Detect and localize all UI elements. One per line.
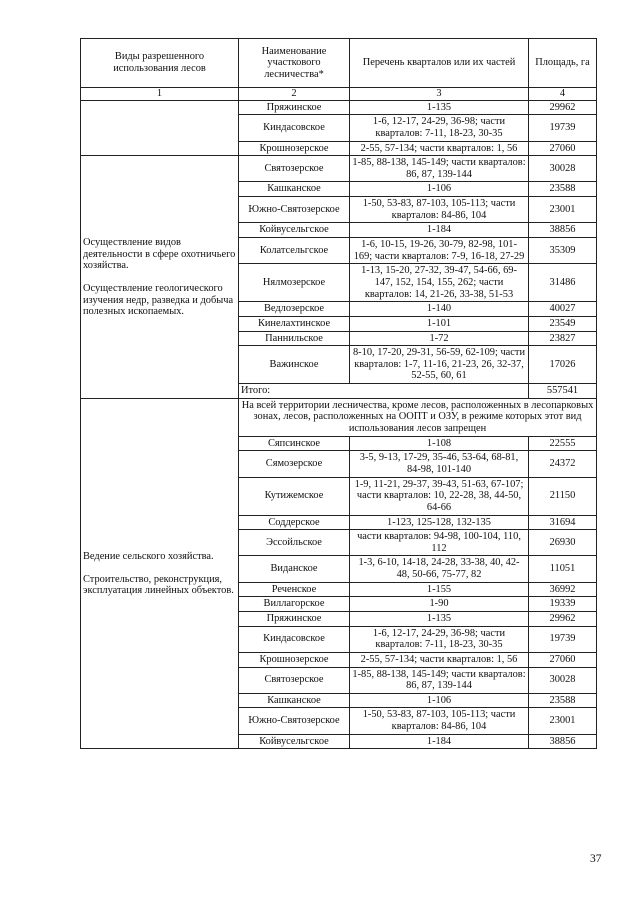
- quarters-list: 1-155: [350, 582, 529, 597]
- forestry-name: Кинелахтинское: [239, 316, 350, 331]
- forestry-name: Пряжинское: [239, 100, 350, 115]
- use-type-text: Осуществление геологического изучения недр, разведка и добыча полезных ископаемых.: [83, 282, 234, 318]
- header-forestry-name: Наименование участкового лесничества*: [239, 39, 350, 88]
- area-value: 19739: [529, 626, 597, 652]
- availability-note: На всей территории лесничества, кроме лесов, расположенных в лесопарковых зонах, лесов, расположенных на ООПТ и ОЗУ, в режиме которых этот вид использования лесов запрещен: [239, 398, 597, 436]
- forestry-name: Нялмозерское: [239, 264, 350, 302]
- forestry-name: Важинское: [239, 346, 350, 384]
- quarters-list: 1-90: [350, 597, 529, 612]
- header-quarters: Перечень кварталов или их частей: [350, 39, 529, 88]
- area-value: 31694: [529, 515, 597, 530]
- area-value: 30028: [529, 667, 597, 693]
- forestry-name: Южно-Святозерское: [239, 708, 350, 734]
- quarters-list: 1-6, 12-17, 24-29, 36-98; части кварталов: 7-11, 18-23, 30-35: [350, 115, 529, 141]
- quarters-list: 1-135: [350, 611, 529, 626]
- area-value: 23588: [529, 693, 597, 708]
- quarters-list: 1-123, 125-128, 132-135: [350, 515, 529, 530]
- area-value: 23827: [529, 331, 597, 346]
- area-value: 27060: [529, 141, 597, 156]
- total-area: 557541: [529, 384, 597, 399]
- use-type-cell: [81, 398, 239, 749]
- use-type-text: Ведение сельского хозяйства.: [83, 551, 214, 563]
- note-row: [81, 398, 597, 436]
- area-value: 23001: [529, 708, 597, 734]
- area-value: 29962: [529, 611, 597, 626]
- quarters-list: 1-3, 6-10, 14-18, 24-28, 33-38, 40, 42-48, 50-66, 75-77, 82: [350, 556, 529, 582]
- quarters-list: 1-85, 88-138, 145-149; части кварталов: 86, 87, 139-144: [350, 667, 529, 693]
- forestry-name: Кашканское: [239, 182, 350, 197]
- quarters-list: 1-106: [350, 182, 529, 197]
- area-value: 35309: [529, 238, 597, 264]
- use-type-text: Осуществление видов деятельности в сфере охотничьего хозяйства.: [83, 237, 236, 272]
- quarters-list: 1-6, 12-17, 24-29, 36-98; части кварталов: 7-11, 18-23, 30-35: [350, 626, 529, 652]
- forestry-name: Виллагорское: [239, 597, 350, 612]
- forest-use-table: [80, 38, 597, 749]
- forestry-name: Реченское: [239, 582, 350, 597]
- area-value: 38856: [529, 223, 597, 238]
- forestry-name: Киндасовское: [239, 626, 350, 652]
- area-value: 23001: [529, 197, 597, 223]
- column-number: 2: [239, 88, 350, 101]
- column-number-row: [81, 88, 597, 101]
- area-value: 40027: [529, 302, 597, 317]
- forestry-name: Ведлозерское: [239, 302, 350, 317]
- quarters-list: 1-108: [350, 436, 529, 451]
- header-area: Площадь, га: [529, 39, 597, 88]
- forestry-name: Южно-Святозерское: [239, 197, 350, 223]
- column-number: 1: [81, 88, 239, 101]
- area-value: 24372: [529, 451, 597, 477]
- quarters-list: части кварталов: 94-98, 100-104, 110, 112: [350, 530, 529, 556]
- forestry-name: Святозерское: [239, 667, 350, 693]
- use-type-text: Строительство, реконструкция, эксплуатация линейных объектов.: [83, 573, 234, 597]
- area-value: 38856: [529, 734, 597, 749]
- column-number: 3: [350, 88, 529, 101]
- quarters-list: 1-135: [350, 100, 529, 115]
- quarters-list: 1-85, 88-138, 145-149; части кварталов: 86, 87, 139-144: [350, 156, 529, 182]
- area-value: 36992: [529, 582, 597, 597]
- quarters-list: 1-6, 10-15, 19-26, 30-79, 82-98, 101-169; части кварталов: 7-9, 16-18, 27-29: [350, 238, 529, 264]
- quarters-list: 1-184: [350, 734, 529, 749]
- forestry-name: Соддерское: [239, 515, 350, 530]
- forestry-name: Виданское: [239, 556, 350, 582]
- area-value: 17026: [529, 346, 597, 384]
- column-number: 4: [529, 88, 597, 101]
- quarters-list: 1-13, 15-20, 27-32, 39-47, 54-66, 69-147, 152, 154, 155, 262; части кварталов: 14, 21-26, 33-38, 51-53: [350, 264, 529, 302]
- area-value: 31486: [529, 264, 597, 302]
- forestry-name: Койвусельгское: [239, 734, 350, 749]
- area-value: 21150: [529, 477, 597, 515]
- header-use-type: Виды разрешенного использования лесов: [81, 39, 239, 88]
- quarters-list: 3-5, 9-13, 17-29, 35-46, 53-64, 68-81, 84-98, 101-140: [350, 451, 529, 477]
- forestry-name: Паннильское: [239, 331, 350, 346]
- area-value: 29962: [529, 100, 597, 115]
- table-header-row: [81, 39, 597, 88]
- area-value: 19339: [529, 597, 597, 612]
- forestry-name: Святозерское: [239, 156, 350, 182]
- forestry-name: Пряжинское: [239, 611, 350, 626]
- area-value: 11051: [529, 556, 597, 582]
- use-type-cell: [81, 156, 239, 399]
- quarters-list: 1-101: [350, 316, 529, 331]
- quarters-list: 1-106: [350, 693, 529, 708]
- total-label: Итого:: [239, 384, 529, 399]
- forestry-name: Кашканское: [239, 693, 350, 708]
- quarters-list: 1-50, 53-83, 87-103, 105-113; части кварталов: 84-86, 104: [350, 708, 529, 734]
- forestry-name: Сяпсинское: [239, 436, 350, 451]
- quarters-list: 1-72: [350, 331, 529, 346]
- area-value: 23588: [529, 182, 597, 197]
- quarters-list: 1-50, 53-83, 87-103, 105-113; части кварталов: 84-86, 104: [350, 197, 529, 223]
- forestry-name: Эссойльское: [239, 530, 350, 556]
- quarters-list: 8-10, 17-20, 29-31, 56-59, 62-109; части кварталов: 1-7, 11-16, 21-23, 26, 32-37, 52-55, 60, 61: [350, 346, 529, 384]
- page-number: 37: [590, 853, 602, 865]
- forestry-name: Киндасовское: [239, 115, 350, 141]
- quarters-list: 2-55, 57-134; части кварталов: 1, 56: [350, 141, 529, 156]
- area-value: 22555: [529, 436, 597, 451]
- area-value: 27060: [529, 652, 597, 667]
- table-row: [81, 100, 597, 115]
- area-value: 23549: [529, 316, 597, 331]
- forestry-name: Крошнозерское: [239, 652, 350, 667]
- forestry-name: Сямозерское: [239, 451, 350, 477]
- area-value: 26930: [529, 530, 597, 556]
- quarters-list: 1-184: [350, 223, 529, 238]
- quarters-list: 1-140: [350, 302, 529, 317]
- area-value: 30028: [529, 156, 597, 182]
- forestry-name: Кутижемское: [239, 477, 350, 515]
- quarters-list: 1-9, 11-21, 29-37, 39-43, 51-63, 67-107; части кварталов: 10, 22-28, 38, 44-50, 64-66: [350, 477, 529, 515]
- use-type-cell-empty: [81, 100, 239, 156]
- forestry-name: Крошнозерское: [239, 141, 350, 156]
- forestry-name: Койвусельгское: [239, 223, 350, 238]
- area-value: 19739: [529, 115, 597, 141]
- table-row: [81, 156, 597, 182]
- quarters-list: 2-55, 57-134; части кварталов: 1, 56: [350, 652, 529, 667]
- forestry-name: Колатсельгское: [239, 238, 350, 264]
